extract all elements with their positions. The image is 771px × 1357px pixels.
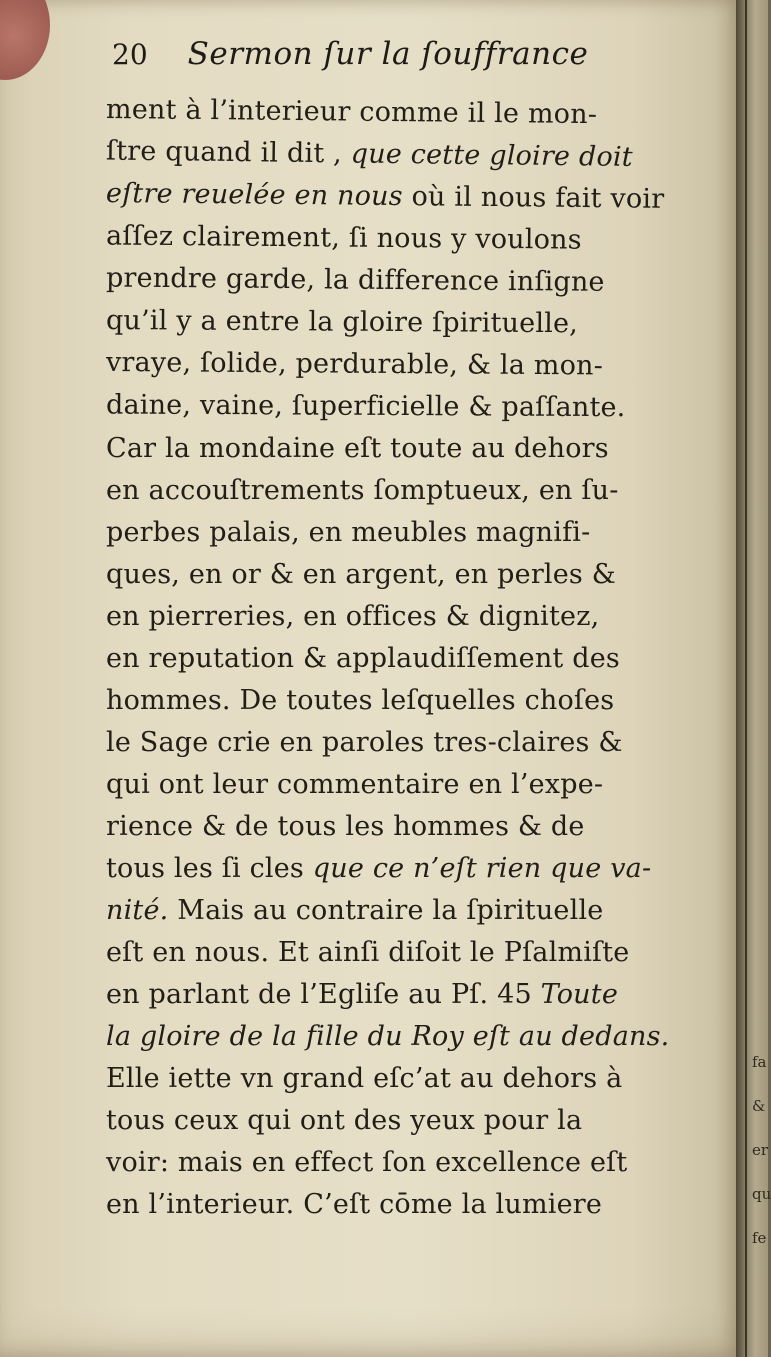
text-segment: ment à l’interieur comme il le mon- <box>105 93 598 131</box>
text-segment: Mais au contraire la ſpirituelle <box>168 895 604 926</box>
text-segment: hommes. De toutes leſquelles choſes <box>106 685 615 716</box>
text-line <box>106 470 686 512</box>
italic-quotation: que ce n’eſt rien que va- <box>312 853 652 884</box>
italic-quotation: eſtre reuelée en nous <box>105 177 403 213</box>
text-segment: le Sage crie en paroles tres-claires & <box>106 727 623 758</box>
text-segment: Elle iette vn grand eſc’at au dehors à <box>106 1063 623 1094</box>
text-segment: en parlant de l’Egliſe au Pſ. 45 <box>106 979 541 1010</box>
text-segment: ſtre quand il dit , <box>105 135 351 170</box>
edge-letter: & <box>752 1097 766 1115</box>
text-segment: voir: mais en effect ſon excellence eſt <box>106 1147 628 1178</box>
text-line <box>106 554 686 596</box>
text-line <box>106 130 686 179</box>
text-segment: en accouſtrements ſomptueux, en ſu- <box>106 475 619 506</box>
text-line <box>106 1100 686 1142</box>
text-segment: eſt en nous. Et ainſi diſoit le Pſalmiſte <box>106 937 630 968</box>
text-line <box>106 300 686 346</box>
text-line <box>106 384 686 429</box>
text-segment: ques, en or & en argent, en perles & <box>106 559 617 590</box>
facing-page-edge-text <box>752 1040 771 1260</box>
gutter-crease <box>745 0 747 1357</box>
text-line <box>106 638 686 680</box>
text-line <box>106 974 686 1016</box>
text-line <box>106 342 686 388</box>
text-line <box>106 428 686 470</box>
text-line <box>106 173 686 221</box>
text-line <box>106 1016 686 1058</box>
text-segment: où il nous fait voir <box>402 181 665 215</box>
italic-quotation: la gloire de la fille du Roy eſt au dedans. <box>106 1021 670 1052</box>
text-line <box>106 764 686 806</box>
text-segment: tous les ſi cles <box>106 853 313 884</box>
text-line <box>106 932 686 974</box>
italic-quotation: que cette gloire doit <box>350 138 634 173</box>
page-number: 20 <box>112 38 148 71</box>
text-line <box>106 722 686 764</box>
text-segment: vraye, ſolide, perdurable, & la mon- <box>105 346 604 382</box>
text-segment: perbes palais, en meubles magnifi- <box>106 517 591 548</box>
running-title: Sermon ſur la ſouffrance <box>187 36 589 72</box>
text-segment: en reputation & applaudiſſement des <box>106 643 620 674</box>
text-segment: en pierreries, en offices & dignitez, <box>106 601 600 632</box>
text-segment: en l’interieur. C’eſt cōme la lumiere <box>106 1189 603 1220</box>
text-segment: qui ont leur commentaire en l’expe- <box>106 769 604 800</box>
edge-letter: er <box>752 1141 769 1159</box>
text-line <box>106 890 686 932</box>
text-segment: Car la mondaine eſt toute au dehors <box>106 433 609 464</box>
running-head <box>112 36 588 86</box>
text-line <box>106 806 686 848</box>
text-segment: qu’il y a entre la gloire ſpirituelle, <box>105 304 579 340</box>
text-segment: rience & de tous les hommes & de <box>106 811 585 842</box>
italic-quotation: Toute <box>540 979 618 1010</box>
text-line <box>106 1142 686 1184</box>
edge-letter: qu <box>752 1185 771 1203</box>
text-segment: daine, vaine, ſuperficielle & paſſante. <box>105 389 626 424</box>
text-line <box>106 848 686 890</box>
text-line <box>106 680 686 722</box>
edge-letter: fe <box>752 1229 767 1247</box>
text-line <box>106 89 686 137</box>
body-text <box>106 92 686 1226</box>
text-line <box>106 257 686 304</box>
text-segment: aſſez clairement, ſi nous y voulons <box>105 220 582 256</box>
text-line <box>106 215 686 262</box>
italic-quotation: nité. <box>106 895 169 926</box>
text-line <box>106 512 686 554</box>
edge-letter: fa <box>752 1053 767 1071</box>
text-line <box>106 1184 686 1226</box>
text-segment: prendre garde, la difference inſigne <box>105 262 605 298</box>
text-line <box>106 596 686 638</box>
text-line <box>106 1058 686 1100</box>
text-segment: tous ceux qui ont des yeux pour la <box>106 1105 583 1136</box>
